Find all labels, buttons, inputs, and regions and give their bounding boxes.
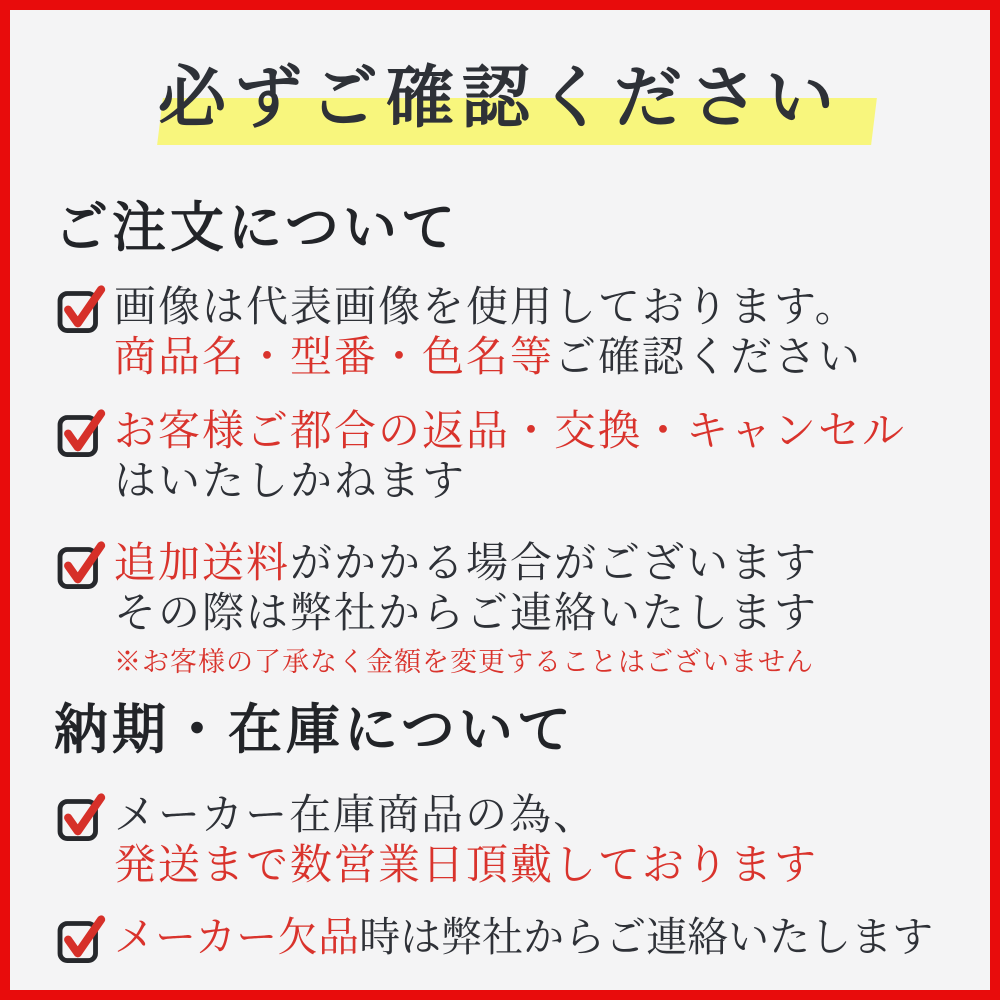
- title-banner: [10, 46, 990, 150]
- item-text: メーカー在庫商品の為、: [114, 790, 598, 839]
- item-text-block: [114, 282, 862, 382]
- checked-checkbox-icon: [56, 786, 106, 846]
- item-text-block: [114, 538, 818, 680]
- item-text-emphasis: 発送まで数営業日頂戴しております: [114, 840, 819, 889]
- item-text-emphasis: 商品名・型番・色名等: [114, 332, 555, 381]
- list-item-maker-stock: [56, 790, 990, 890]
- item-text-emphasis: 追加送料: [114, 538, 291, 587]
- item-text-emphasis: お客様ご都合の返品・交換・キャンセル: [114, 406, 907, 455]
- list-item-returns: [56, 406, 990, 506]
- checked-checkbox-icon: [56, 908, 106, 968]
- item-text: がかかる場合がございます: [290, 538, 819, 587]
- item-text-block: [114, 790, 818, 890]
- section-heading-order: ご注文について: [54, 195, 459, 259]
- list-item-maker-shortage: [56, 912, 990, 968]
- checked-checkbox-icon: [56, 534, 106, 594]
- item-text: ご確認ください: [554, 332, 863, 381]
- item-text-emphasis: メーカー欠品: [114, 913, 360, 961]
- section-heading-delivery: 納期・在庫について: [54, 697, 575, 761]
- item-text: はいたしかねます: [114, 456, 467, 505]
- item-text: その際は弊社からご連絡いたします: [114, 588, 819, 637]
- list-item-representative-image: [56, 282, 990, 382]
- list-item-extra-shipping: [56, 538, 990, 680]
- item-text-block: [114, 912, 933, 962]
- checked-checkbox-icon: [56, 278, 106, 338]
- checked-checkbox-icon: [56, 402, 106, 462]
- item-footnote: ※お客様の了承なく金額を変更することはございません: [114, 647, 814, 678]
- item-text: 時は弊社からご連絡いたします: [359, 913, 934, 961]
- page-title: 必ずご確認ください: [157, 58, 842, 138]
- item-text-block: [114, 406, 906, 506]
- item-text: 画像は代表画像を使用しております。: [114, 282, 859, 331]
